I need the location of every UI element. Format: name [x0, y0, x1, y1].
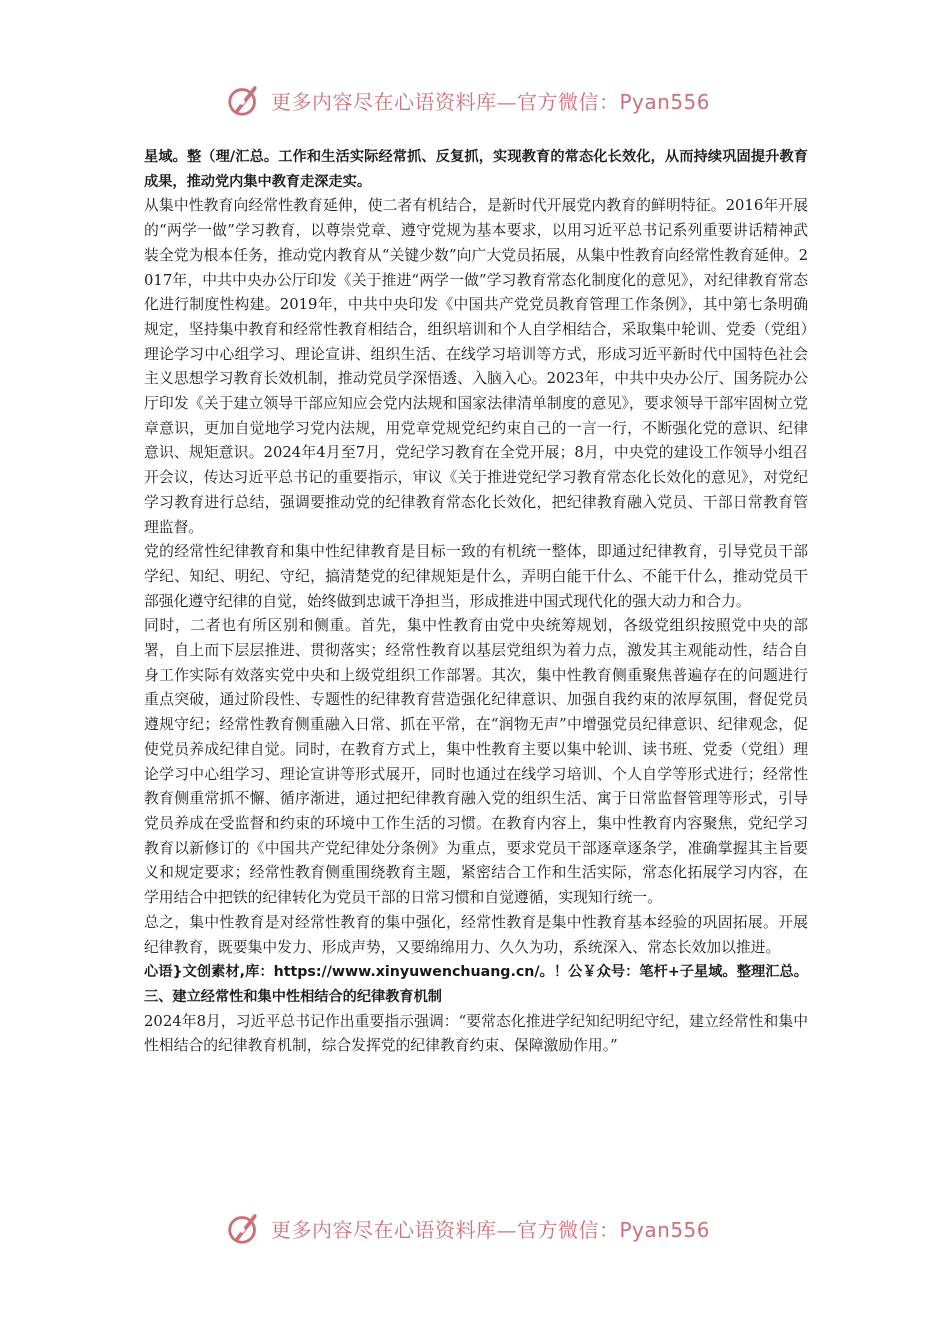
banner-caption: 更多内容尽在心语资料库—官方微信： [271, 89, 620, 114]
banner-text [271, 1214, 710, 1243]
header-banner [225, 78, 745, 122]
footer-banner [225, 1206, 745, 1250]
paragraph-6-section-heading: 心语}文创素材,库：https://www.xinyuwenchuang.cn/。！公￥众号：笔杆+子星域。整理汇总。三、建立经常性和集中性相结合的纪律教育机制 [144, 964, 808, 1005]
paragraph-1: 星域。整（理/汇总。工作和生活实际经常抓、反复抓，实现教育的常态化长效化，从而持续巩固提升教育成果，推动党内集中教育走深走实。 [144, 149, 808, 190]
banner-wechat-id: Pyan556 [619, 1217, 711, 1242]
banner-text [271, 86, 710, 115]
quill-circle-logo-icon [225, 1209, 263, 1247]
paragraph-7: 2024年8月，习近平总书记作出重要指示强调：“要常态化推进学纪知纪明纪守纪，建立经常性和集中性相结合的纪律教育机制，综合发挥党的纪律教育约束、保障激励作用。” [144, 1012, 808, 1055]
banner-caption: 更多内容尽在心语资料库—官方微信： [271, 1217, 620, 1242]
quill-circle-logo-icon [225, 81, 263, 119]
paragraph-5: 总之，集中性教育是对经常性教育的集中强化，经常性教育是集中性教育基本经验的巩固拓展。开展纪律教育，既要集中发力、形成声势，又要绵绵用力、久久为功，系统深入、常态长效加以推进。 [144, 913, 808, 956]
paragraph-3: 党的经常性纪律教育和集中性纪律教育是目标一致的有机统一整体，即通过纪律教育，引导党员干部学纪、知纪、明纪、守纪，搞清楚党的纪律规矩是什么，弄明白能干什么、不能干什么，推动党员干部强化遵守纪律的自觉，始终做到忠诚干净担当，形成推进中国式现代化的强大动力和合力。 [144, 543, 808, 610]
banner-wechat-id: Pyan556 [619, 89, 711, 114]
document-body [144, 145, 808, 1059]
paragraph-2: 从集中性教育向经常性教育延伸，使二者有机结合，是新时代开展党内教育的鲜明特征。2016年开展的“两学一做”学习教育，以尊崇党章、遵守党规为基本要求，以用习近平总书记系列重要讲话精神武装全党为根本任务，推动党内教育从“关键少数”向广大党员拓展，从集中性教育向经常性教育延伸。2017年，中共中央办公厅印发《关于推进“两学一做”学习教育常态化制度化的意见》，对纪律教育常态化进行制度性构建。2019年，中共中央印发《中国共产党党员教育管理工作条例》，其中第七条明确规定，坚持集中教育和经常性教育相结合，组织培训和个人自学相结合，采取集中轮训、党委（党组）理论学习中心组学习、理论宣讲、组织生活、在线学习培训等方式，形成习近平新时代中国特色社会主义思想学习教育长效机制，推动党员学深悟透、入脑入心。2023年，中共中央办公厅、国务院办公厅印发《关于建立领导干部应知应会党内法规和国家法律清单制度的意见》，要求领导干部牢固树立党章意识，更加自觉地学习党内法规，用党章党规党纪约束自己的一言一行，不断强化党的意识、纪律意识、规矩意识。2024年4月至7月，党纪学习教育在全党开展；8月，中央党的建设工作领导小组召开会议，传达习近平总书记的重要指示，审议《关于推进党纪学习教育常态化长效化的意见》，对党纪学习教育进行总结，强调要推动党的纪律教育常态化长效化，把纪律教育融入党员、干部日常教育管理监督。 [144, 197, 808, 536]
paragraph-4: 同时，二者也有所区别和侧重。首先，集中性教育由党中央统筹规划，各级党组织按照党中央的部署，自上而下层层推进、贯彻落实；经常性教育以基层党组织为着力点，激发其主观能动性，结合自身工作实际有效落实党中央和上级党组织工作部署。其次，集中性教育侧重聚焦普遍存在的问题进行重点突破，通过阶段性、专题性的纪律教育营造强化纪律意识、加强自我约束的浓厚氛围，督促党员遵规守纪；经常性教育侧重融入日常、抓在平常，在“润物无声”中增强党员纪律意识、纪律观念，促使党员养成纪律自觉。同时，在教育方式上，集中性教育主要以集中轮训、读书班、党委（党组）理论学习中心组学习、理论宣讲等形式展开，同时也通过在线学习培训、个人自学等形式进行；经常性教育侧重常抓不懈、循序渐进，通过把纪律教育融入党的组织生活、寓于日常监督管理等形式，引导党员养成在受监督和约束的环境中工作生活的习惯。在教育内容上，集中性教育内容聚焦，党纪学习教育以新修订的《中国共产党纪律处分条例》为重点，要求党员干部逐章逐条学，准确掌握其主旨要义和规定要求；经常性教育侧重围绕教育主题，紧密结合工作和生活实际，常态化拓展学习内容，在学用结合中把铁的纪律转化为党员干部的日常习惯和自觉遵循，实现知行统一。 [144, 617, 808, 907]
